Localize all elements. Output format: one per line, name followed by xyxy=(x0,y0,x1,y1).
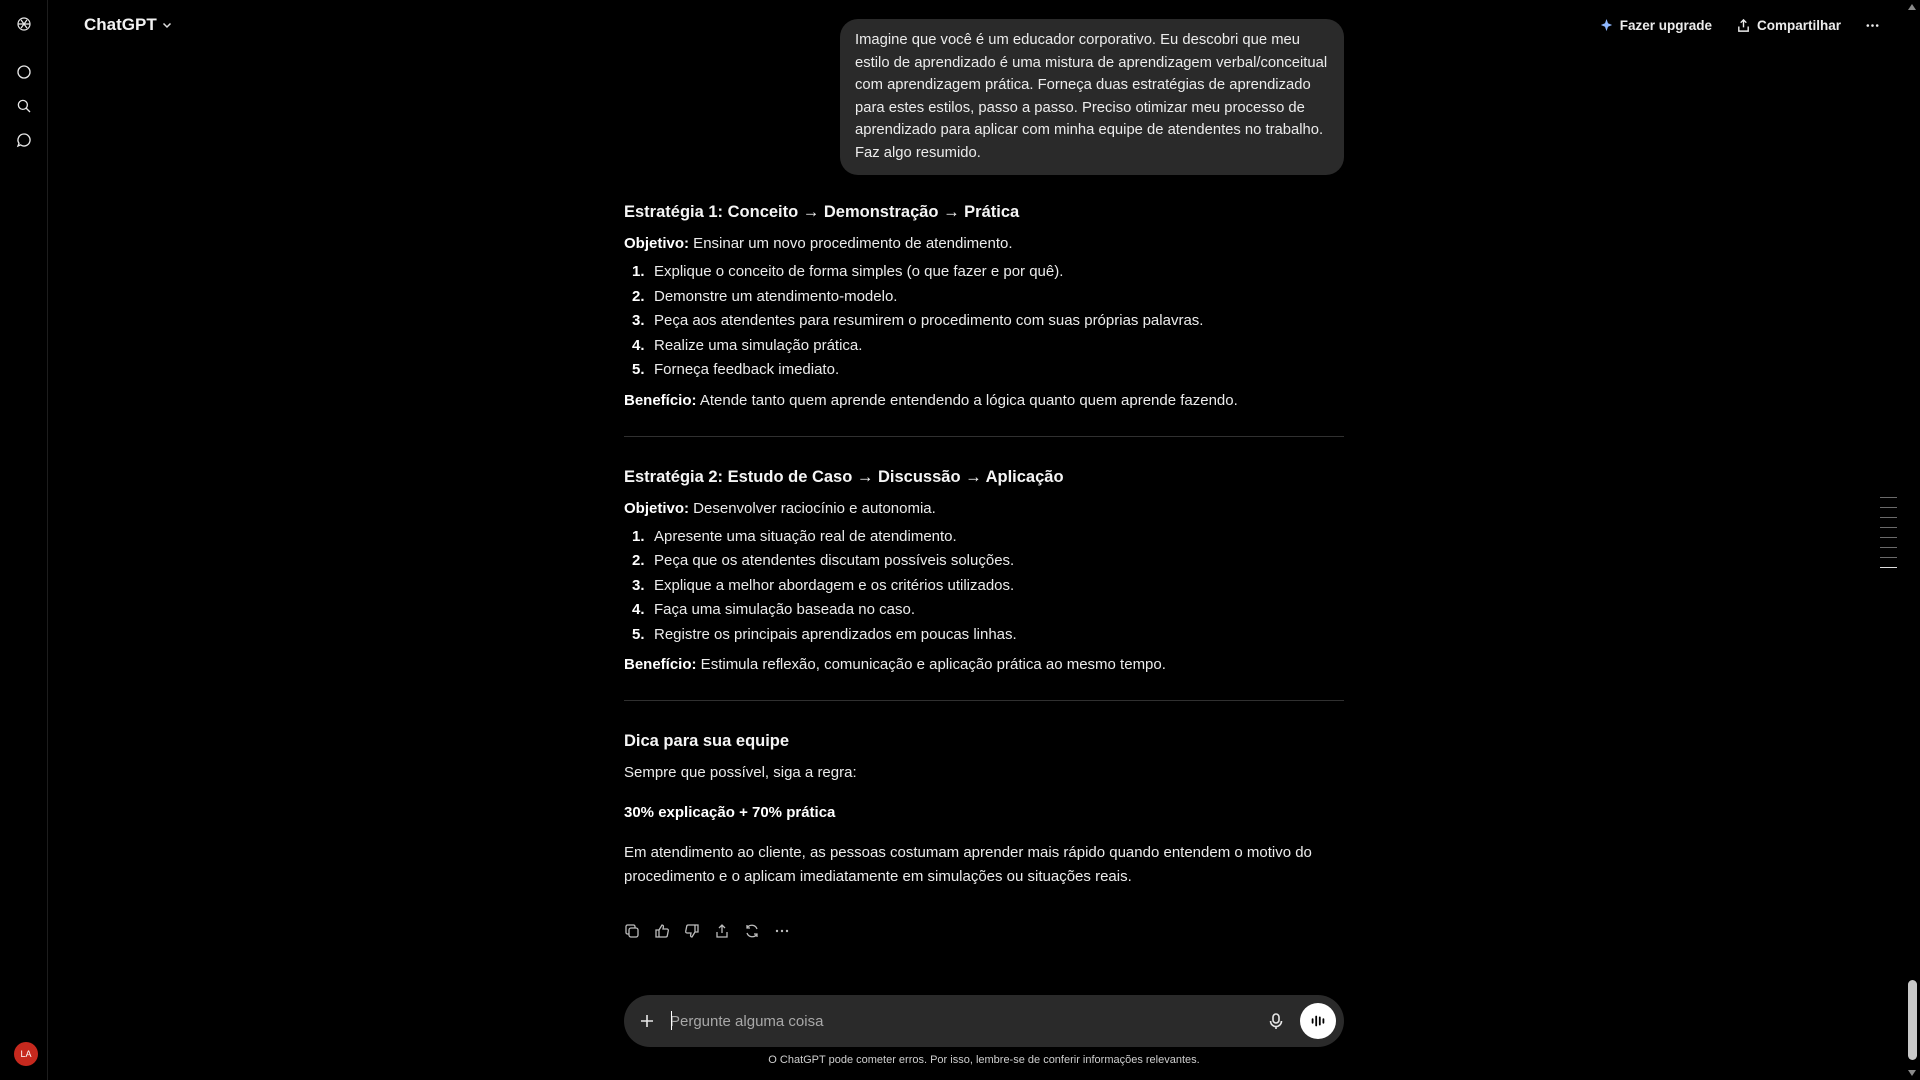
tip-intro: Sempre que possível, siga a regra: xyxy=(624,764,857,781)
search-icon[interactable] xyxy=(13,95,35,117)
strategy-2-objective: Objetivo: Desenvolver raciocínio e autonomia. xyxy=(624,499,936,517)
voice-waveform-icon xyxy=(1309,1012,1327,1030)
divider xyxy=(624,700,1344,701)
scroll-down-arrow[interactable] xyxy=(1908,1070,1916,1076)
scrollbar[interactable] xyxy=(1904,0,1920,1080)
upgrade-label: Fazer upgrade xyxy=(1619,17,1712,33)
more-icon xyxy=(1865,18,1880,33)
list-item: 3. Peça aos atendentes para resumirem o procedimento com suas próprias palavras. xyxy=(632,312,1204,329)
share-label: Compartilhar xyxy=(1756,17,1841,33)
list-item: 2. Demonstre um atendimento-modelo. xyxy=(632,287,898,305)
new-chat-icon[interactable] xyxy=(13,61,35,83)
share-icon[interactable] xyxy=(714,923,730,939)
model-switcher[interactable] xyxy=(84,13,173,37)
scroll-up-arrow[interactable] xyxy=(1908,4,1916,10)
upgrade-button[interactable] xyxy=(1599,18,1712,33)
voice-mode-button[interactable] xyxy=(1300,1003,1336,1039)
message-actions xyxy=(624,923,790,939)
more-icon[interactable] xyxy=(774,923,790,939)
more-options-button[interactable] xyxy=(1865,18,1880,33)
scroll-thumb[interactable] xyxy=(1908,980,1917,1060)
share-icon xyxy=(1736,18,1751,33)
strategy-1-title: Estratégia 1: Conceito → Demonstração → Prática xyxy=(624,203,1020,221)
list-item: 5. Forneça feedback imediato. xyxy=(632,361,840,378)
chat-bubble-icon[interactable] xyxy=(13,129,35,151)
sparkle-icon xyxy=(1599,18,1614,33)
copy-icon[interactable] xyxy=(624,923,640,939)
plus-icon[interactable] xyxy=(637,1011,657,1031)
chevron-down-icon xyxy=(161,19,173,31)
thumbs-down-icon[interactable] xyxy=(684,923,700,939)
model-label: ChatGPT xyxy=(84,15,157,34)
left-rail xyxy=(0,0,48,1080)
regenerate-icon[interactable] xyxy=(744,923,760,939)
disclaimer: O ChatGPT pode cometer erros. Por isso, lembre-se de conferir informações relevantes. xyxy=(768,1054,1200,1066)
tip-rule: 30% explicação + 70% prática xyxy=(624,804,836,821)
user-message: Imagine que você é um educador corporativo. Eu descobri que meu estilo de aprendizado é uma mistura de aprendizagem verbal/conceitual com aprendizagem prática. Forneça duas estratégias de aprendizado para estes estilos, passo a passo. Preciso otimizar meu processo de aprendizado para aplicar com minha equipe de atendentes no trabalho. Faz algo resumido. xyxy=(840,19,1344,175)
divider xyxy=(624,436,1344,437)
assistant-message xyxy=(624,200,1344,889)
tip-closing: Em atendimento ao cliente, as pessoas costumam aprender mais rápido quando entendem o motivo do procedimento e o aplicam imediatamente em simulações ou situações reais. xyxy=(624,844,1312,885)
strategy-2-steps xyxy=(624,525,1344,648)
strategy-1-benefit: Benefício: Atende tanto quem aprende entendendo a lógica quanto quem aprende fazendo. xyxy=(624,391,1238,409)
share-button[interactable] xyxy=(1736,18,1841,33)
list-item: 5. Registre os principais aprendizados em poucas linhas. xyxy=(632,625,1017,643)
list-item: 4. Faça uma simulação baseada no caso. xyxy=(632,601,915,618)
strategy-1-objective: Objetivo: Ensinar um novo procedimento de atendimento. xyxy=(624,235,1013,252)
tip-title: Dica para sua equipe xyxy=(624,732,790,750)
strategy-2-benefit: Benefício: Estimula reflexão, comunicação e aplicação prática ao mesmo tempo. xyxy=(624,656,1166,673)
prompt-input[interactable] xyxy=(670,1009,1230,1033)
thumbs-up-icon[interactable] xyxy=(654,923,670,939)
list-item: 1. Explique o conceito de forma simples (o que fazer e por quê). xyxy=(632,263,1064,280)
list-item: 2. Peça que os atendentes discutam possíveis soluções. xyxy=(632,552,1015,569)
text-caret xyxy=(671,1011,672,1030)
microphone-icon[interactable] xyxy=(1266,1011,1286,1031)
list-item: 3. Explique a melhor abordagem e os critérios utilizados. xyxy=(632,576,1015,594)
composer xyxy=(624,995,1344,1047)
list-item: 1. Apresente uma situação real de atendimento. xyxy=(632,527,957,545)
strategy-2-title: Estratégia 2: Estudo de Caso → Discussão → Aplicação xyxy=(624,467,1064,486)
conversation-minimap[interactable] xyxy=(1880,497,1898,577)
header-actions xyxy=(1599,12,1880,38)
openai-logo-icon[interactable] xyxy=(13,13,35,35)
list-item: 4. Realize uma simulação prática. xyxy=(632,336,863,354)
avatar[interactable]: LA xyxy=(14,1042,38,1066)
strategy-1-steps xyxy=(624,260,1344,383)
